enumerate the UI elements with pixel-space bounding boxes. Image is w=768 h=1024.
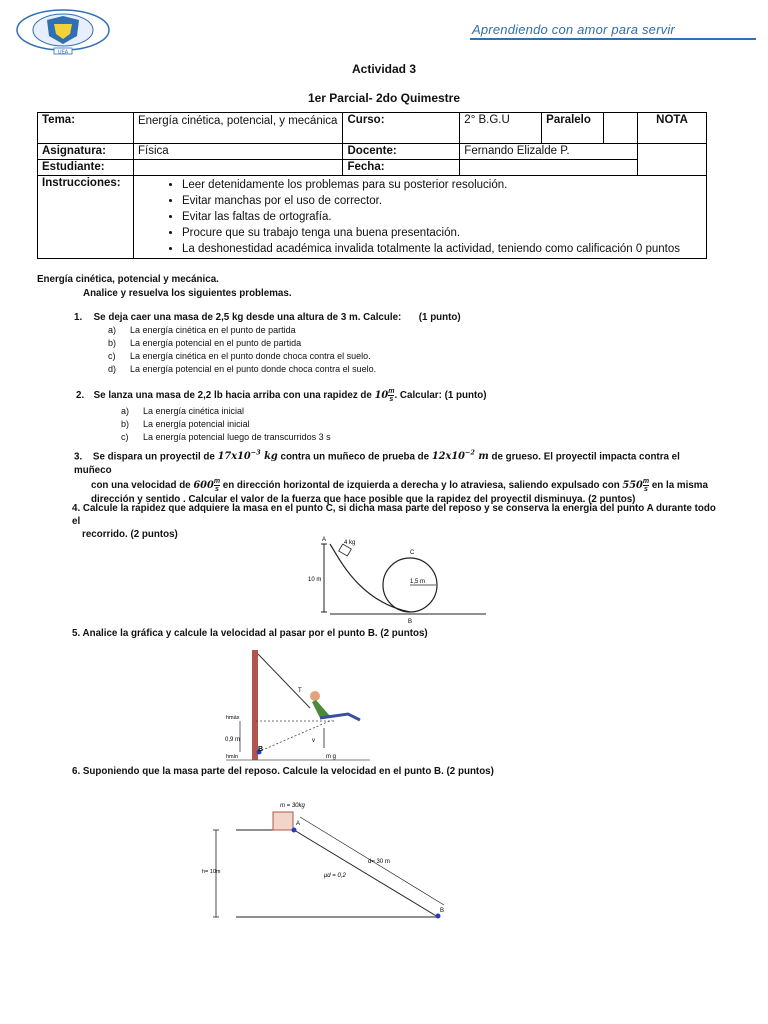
list-item: b) La energía potencial inicial: [121, 419, 250, 429]
question-4: 4. Calcule la rapidez que adquiere la masa en el punto C, si dicha masa parte del reposo y se conserva la energía del punto A durante todo el recorrido. (2 puntos): [72, 503, 716, 540]
label-A: A: [322, 537, 327, 543]
estudiante-label: Estudiante:: [38, 160, 134, 176]
document-subtitle: 1er Parcial- 2do Quimestre: [307, 91, 461, 105]
label-B: B: [258, 746, 264, 753]
document-title: Actividad 3: [351, 62, 417, 76]
label-dist: d= 30 m: [368, 859, 390, 865]
tema-label: Tema:: [38, 113, 134, 144]
logo-text: UEA: [57, 49, 69, 56]
nota-label: NOTA: [638, 113, 707, 144]
question-2: 2. Se lanza una masa de 2,2 lb hacia arriba con una rapidez de 10 $\frac{m}{s}$ . Calcular: (1 punto): [76, 388, 487, 403]
section-subheading: Analice y resuelva los siguientes problemas.: [83, 288, 292, 299]
docente-label: Docente:: [343, 144, 460, 160]
section-heading: Energía cinética, potencial y mecánica.: [37, 274, 219, 285]
curso-label: Curso:: [343, 113, 460, 144]
question-number: 1.: [74, 312, 83, 323]
label-radius: 1,5 m: [410, 579, 426, 585]
question-3: 3. Se dispara un proyectil de $17x10^{-3}$ kg contra un muñeco de prueba de $12x10^{-2}$ m de grueso. El proyectil impacta contra el muñeco con una velocidad de 600 $\frac{m}{s}$ en dirección horizontal de izquierda a derecha y lo atraviesa, saliendo expulsado con 550 $\frac{m}{s}$ en la misma dirección y sentido . Calcular el valor de la fuerza que hace posible que la rapidez del proyectil disminuya. (2 puntos): [74, 449, 708, 506]
info-table: [37, 112, 707, 259]
tema-value: Energía cinética, potencial, y mecánica: [133, 113, 343, 144]
instruction-item: • Evitar las faltas de ortografía.: [182, 209, 702, 225]
paralelo-value[interactable]: [604, 113, 638, 144]
list-item: b) La energía potencial en el punto de partida: [108, 338, 302, 348]
label-A: A: [296, 821, 301, 827]
label-hmax: hmáx: [226, 715, 240, 721]
instruction-item: • Evitar manchas por el uso de corrector.: [182, 193, 702, 209]
list-item: a) La energía cinética en el punto de partida: [108, 325, 296, 335]
label-B: B: [440, 908, 445, 914]
list-item: d) La energía potencial en el punto donde choca contra el suelo.: [108, 364, 377, 374]
question-text: Se deja caer una masa de 2,5 kg desde una altura de 3 m. Calcule:: [93, 312, 402, 323]
label-height: h= 10m: [202, 869, 221, 875]
list-item: c) La energía potencial luego de transcurridos 3 s: [121, 432, 331, 442]
fecha-label: Fecha:: [343, 160, 460, 176]
estudiante-value[interactable]: [133, 160, 343, 176]
figure-swing: [220, 648, 380, 763]
label-dist: 0,9 m: [225, 737, 241, 743]
asignatura-label: Asignatura:: [38, 144, 134, 160]
instruction-item: • Leer detenidamente los problemas para su posterior resolución.: [182, 177, 702, 193]
question-points: (1 punto): [418, 312, 461, 323]
instructions-list: [138, 177, 702, 257]
question-5: 5. Analice la gráfica y calcule la velocidad al pasar por el punto B. (2 puntos): [72, 628, 428, 639]
instruction-item: • La deshonestidad académica invalida totalmente la actividad, teniendo como calificación 0 puntos: [182, 241, 702, 257]
nota-value[interactable]: [638, 144, 707, 176]
label-T: T: [298, 688, 302, 694]
question-2-items: [121, 405, 331, 444]
fecha-value[interactable]: [460, 160, 638, 176]
question-1: [74, 312, 461, 323]
label-mass: 4 kg: [344, 540, 356, 546]
docente-value: Fernando Elizalde P.: [460, 144, 638, 160]
curso-value: 2° B.G.U: [460, 113, 542, 144]
figure-incline: [200, 795, 460, 925]
figure-loop-track: [300, 530, 500, 630]
question-1-items: [108, 324, 376, 376]
label-mass: m = 30kg: [280, 803, 305, 809]
header-slogan: Aprendiendo con amor para servir: [472, 22, 675, 37]
instruction-item: • Procure que su trabajo tenga una buena presentación.: [182, 225, 702, 241]
list-item: c) La energía cinética en el punto donde choca contra el suelo.: [108, 351, 371, 361]
label-height: 10 m: [308, 577, 322, 583]
instrucciones-label: Instrucciones:: [38, 176, 134, 259]
label-hmin: hmín: [226, 754, 239, 760]
asignatura-value: Física: [133, 144, 343, 160]
label-C: C: [410, 550, 415, 556]
label-v: v: [312, 738, 315, 744]
question-6: 6. Suponiendo que la masa parte del reposo. Calcule la velocidad en el punto B. (2 puntos): [72, 766, 494, 777]
label-B: B: [408, 619, 413, 625]
label-mg: m g: [326, 754, 337, 760]
instructions-cell: [133, 176, 706, 259]
label-mu: μd = 0,2: [324, 873, 346, 879]
header-divider: [470, 38, 756, 40]
paralelo-label: Paralelo: [542, 113, 604, 144]
school-logo: [14, 6, 112, 56]
list-item: a) La energía cinética inicial: [121, 406, 245, 416]
